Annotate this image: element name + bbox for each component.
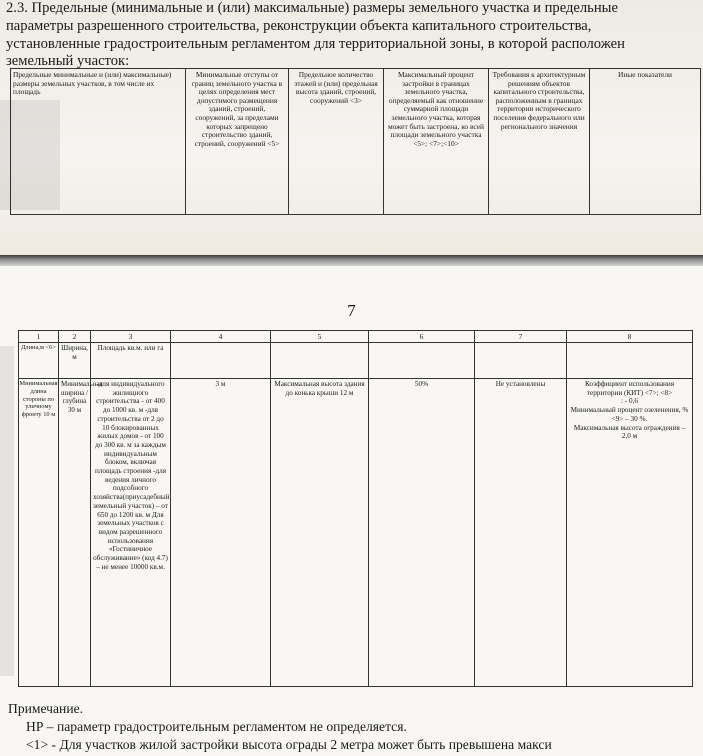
lower-page-scan [0,266,703,756]
column-number: 6 [369,331,475,343]
notes-title: Примечание. [8,701,84,716]
column-number: 7 [475,331,567,343]
header-cell-land-size: Предельные минимальные и (или) максимальные) размеры земельных участков, в том числе их площадь [11,69,186,215]
scan-gap [0,255,703,266]
header-cell-architecture: Требования к архитектурным решениям объектов капитального строительства, расположенным в границах территории исторического поселения федерального или регионального значения [489,69,590,215]
greening-percent: Минимальный процент озеленения, % <9> – 30 %. [570,406,689,423]
heading-line-2: параметры разрешенного строительства, реконструкции объекта капитального строительства, [6,17,592,34]
header-cell-floors: Предельное количество этажей и (или) предельная высота зданий, строений, сооружений <3> [289,69,384,215]
cell-other-indicators [567,379,693,687]
kit-label: Коэффициент использования территории (КИТ) <7>; <8> [584,380,675,397]
header-cell-coverage: Максимальный процент застройки в границах земельного участка, определяемый как отношение суммарной площади земельного участка, которая может быть застроена, ко всей площади земельного участка <5>; <7>;<10> [384,69,489,215]
subheader-empty [271,343,369,379]
subheader-row [19,343,693,379]
column-number-row [19,331,693,343]
heading-line-4: земельный участок: [6,53,130,70]
parameters-table [18,330,693,687]
note-line-2: <1> - Для участков жилой застройки высота ограды 2 метра может быть превышена макси [26,737,552,752]
table-header-row [11,69,701,215]
section-heading [6,0,696,71]
scan-shadow [0,346,14,676]
subheader-empty [475,343,567,379]
cell-coverage: 50% [369,379,475,687]
subheader-empty [567,343,693,379]
column-number: 2 [59,331,91,343]
column-number: 1 [19,331,59,343]
subheader-width: Ширина, м [59,343,91,379]
page-number: 7 [347,301,356,320]
cell-max-height: Максимальная высота здания до конька крыши 12 м [271,379,369,687]
upper-page-scan [0,0,703,255]
column-number: 8 [567,331,693,343]
column-number: 5 [271,331,369,343]
cell-min-length: Минимальная длина стороны по уличному фронту 10 м [19,379,59,687]
heading-line-1: 2.3. Предельные (минимальные и (или) максимальные) размеры земельного участка и предельные [6,0,618,16]
header-cell-other: Иные показатели [590,69,701,215]
kit-value: : - 0,6 [621,397,638,406]
cell-min-width: Минимальная ширина /глубина 30 м [59,379,91,687]
subheader-empty [171,343,271,379]
fence-height: Максимальная высота ограждения – 2,0 м [573,423,686,441]
subheader-empty [369,343,475,379]
notes-block [8,700,698,754]
scan-shadow [0,100,60,210]
column-number: 3 [91,331,171,343]
cell-area: -для индивидуального жилищного строительства - от 400 до 1000 кв. м -для строительства от 2 до 10 блокированных жилых домов - от 100 до 300 кв. м за каждым индивидуальным блоком, включая площадь строения -для ведения личного подсобного хозяйства(приусадебный земельный участок) – от 650 до 1200 кв. м Для земельных участков с видом разрешенного использования «Гостиничное обслуживание» (код 4.7) – не менее 10000 кв.м. [91,379,171,687]
note-line-1: НР – параметр градостроительным регламентом не определяется. [26,719,407,734]
table-row [19,379,693,687]
cell-architecture: Не установлены [475,379,567,687]
heading-line-3: установленные градостроительным регламентом для территориальной зоны, в которой расположен [6,35,625,52]
header-cell-setbacks: Минимальные отступы от границ земельного участка в целях определения мест допустимого размещения зданий, строений, сооружений, за пределами которых запрещено строительство зданий, строений, сооружений <5> [186,69,289,215]
parameters-header-table [10,68,701,215]
column-number: 4 [171,331,271,343]
subheader-length: Длина,м <6> [19,343,59,379]
subheader-area: Площадь кв.м. или га [91,343,171,379]
cell-setback: 3 м [171,379,271,687]
